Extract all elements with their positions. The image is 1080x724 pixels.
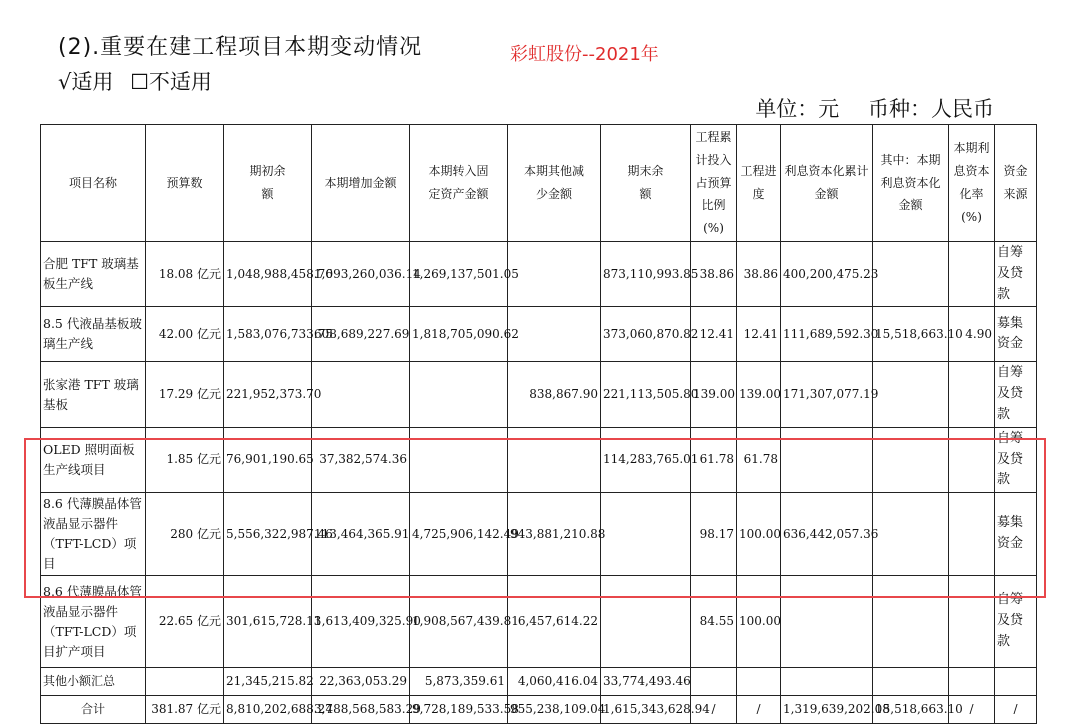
investment-ratio: /	[691, 696, 737, 724]
opening-balance: 8,810,202,688.27	[224, 696, 312, 724]
increase-amount: 37,382,574.36	[312, 427, 410, 492]
col-header: 利息资本化累计金额	[781, 125, 873, 242]
investment-ratio: 139.00	[691, 362, 737, 427]
project-name: OLED 照明面板生产线项目	[41, 427, 146, 492]
period-capitalized-interest	[873, 241, 949, 306]
closing-balance: 33,774,493.46	[601, 668, 691, 696]
construction-projects-table	[40, 124, 1037, 724]
closing-balance: 221,113,505.80	[601, 362, 691, 427]
investment-ratio: 38.86	[691, 241, 737, 306]
col-header: 工程进度	[737, 125, 781, 242]
transfer-fixed-assets	[410, 362, 508, 427]
project-name: 8.6 代薄膜晶体管液晶显示器件（TFT-LCD）项目扩产项目	[41, 576, 146, 668]
investment-ratio: 98.17	[691, 493, 737, 576]
other-decrease: 6,457,614.22	[508, 576, 601, 668]
transfer-fixed-assets: 5,873,359.61	[410, 668, 508, 696]
col-header: 工程累计投入占预算比例(%)	[691, 125, 737, 242]
opening-balance: 21,345,215.82	[224, 668, 312, 696]
other-decrease: 943,881,210.88	[508, 493, 601, 576]
budget: 22.65 亿元	[146, 576, 224, 668]
col-header: 期末余额	[601, 125, 691, 242]
col-header: 本期转入固定资产金额	[410, 125, 508, 242]
applicable-option: √适用	[58, 70, 114, 94]
opening-balance: 5,556,322,987.46	[224, 493, 312, 576]
table-row	[41, 241, 1037, 306]
col-header: 资金来源	[995, 125, 1037, 242]
fund-source: 募集资金	[995, 307, 1037, 362]
period-capitalized-interest: 15,518,663.10	[873, 696, 949, 724]
col-header: 其中：本期利息资本化金额	[873, 125, 949, 242]
increase-amount: 113,464,365.91	[312, 493, 410, 576]
other-decrease: 838,867.90	[508, 362, 601, 427]
progress: 100.00	[737, 493, 781, 576]
budget: 18.08 亿元	[146, 241, 224, 306]
progress: 61.78	[737, 427, 781, 492]
closing-balance: 373,060,870.82	[601, 307, 691, 362]
investment-ratio: 61.78	[691, 427, 737, 492]
increase-amount: 3,488,568,583.29	[312, 696, 410, 724]
other-decrease	[508, 307, 601, 362]
investment-ratio: 84.55	[691, 576, 737, 668]
transfer-fixed-assets: 1,908,567,439.81	[410, 576, 508, 668]
closing-balance: 1,615,343,628.94	[601, 696, 691, 724]
project-name: 张家港 TFT 玻璃基板	[41, 362, 146, 427]
transfer-fixed-assets: 4,725,906,142.49	[410, 493, 508, 576]
source-tag: 彩虹股份--2021年	[510, 44, 659, 65]
col-header: 本期其他减少金额	[508, 125, 601, 242]
capitalization-rate: /	[949, 696, 995, 724]
opening-balance: 221,952,373.70	[224, 362, 312, 427]
table-row	[41, 668, 1037, 696]
opening-balance: 1,048,988,458.76	[224, 241, 312, 306]
unit-line	[755, 93, 994, 123]
capitalized-interest: 636,442,057.36	[781, 493, 873, 576]
capitalization-rate: 4.90	[949, 307, 995, 362]
fund-source: 自筹及贷款	[995, 241, 1037, 306]
project-name: 合计	[41, 696, 146, 724]
opening-balance: 301,615,728.13	[224, 576, 312, 668]
capitalization-rate	[949, 241, 995, 306]
increase-amount: 608,689,227.69	[312, 307, 410, 362]
fund-source: 自筹及贷款	[995, 576, 1037, 668]
transfer-fixed-assets: 1,818,705,090.62	[410, 307, 508, 362]
currency-label: 币种：人民币	[868, 97, 994, 121]
applicability-options	[58, 66, 212, 96]
capitalized-interest: 400,200,475.23	[781, 241, 873, 306]
project-name: 其他小额汇总	[41, 668, 146, 696]
budget: 1.85 亿元	[146, 427, 224, 492]
project-name: 8.6 代薄膜晶体管液晶显示器件（TFT-LCD）项目	[41, 493, 146, 576]
budget: 381.87 亿元	[146, 696, 224, 724]
progress: 38.86	[737, 241, 781, 306]
table-row	[41, 307, 1037, 362]
total-row	[41, 696, 1037, 724]
highlight-box	[24, 438, 1046, 598]
fund-source: 自筹及贷款	[995, 427, 1037, 492]
fund-source	[995, 668, 1037, 696]
unit-label: 单位：元	[755, 97, 840, 121]
budget	[146, 668, 224, 696]
capitalized-interest: 171,307,077.19	[781, 362, 873, 427]
fund-source: /	[995, 696, 1037, 724]
header-row	[41, 125, 1037, 242]
closing-balance: 114,283,765.01	[601, 427, 691, 492]
budget: 17.29 亿元	[146, 362, 224, 427]
capitalization-rate	[949, 668, 995, 696]
increase-amount: 1,093,260,036.14	[312, 241, 410, 306]
transfer-fixed-assets: 1,269,137,501.05	[410, 241, 508, 306]
fund-source: 自筹及贷款	[995, 362, 1037, 427]
col-header: 本期利息资本化率(%)	[949, 125, 995, 242]
budget: 42.00 亿元	[146, 307, 224, 362]
progress: 12.41	[737, 307, 781, 362]
project-name: 8.5 代液晶基板玻璃生产线	[41, 307, 146, 362]
other-decrease: 955,238,109.04	[508, 696, 601, 724]
period-capitalized-interest	[873, 668, 949, 696]
col-header: 项目名称	[41, 125, 146, 242]
progress	[737, 668, 781, 696]
col-header: 本期增加金额	[312, 125, 410, 242]
period-capitalized-interest: 15,518,663.10	[873, 307, 949, 362]
table-row	[41, 362, 1037, 427]
investment-ratio	[691, 668, 737, 696]
increase-amount	[312, 362, 410, 427]
project-name: 合肥 TFT 玻璃基板生产线	[41, 241, 146, 306]
transfer-fixed-assets: 9,728,189,533.58	[410, 696, 508, 724]
period-capitalized-interest	[873, 362, 949, 427]
progress: /	[737, 696, 781, 724]
capitalized-interest: 111,689,592.30	[781, 307, 873, 362]
capitalization-rate	[949, 362, 995, 427]
other-decrease: 4,060,416.04	[508, 668, 601, 696]
closing-balance: 873,110,993.85	[601, 241, 691, 306]
fund-source: 募集资金	[995, 493, 1037, 576]
budget: 280 亿元	[146, 493, 224, 576]
col-header: 期初余额	[224, 125, 312, 242]
progress: 100.00	[737, 576, 781, 668]
increase-amount: 1,613,409,325.90	[312, 576, 410, 668]
opening-balance: 1,583,076,733.75	[224, 307, 312, 362]
col-header: 预算数	[146, 125, 224, 242]
progress: 139.00	[737, 362, 781, 427]
investment-ratio: 12.41	[691, 307, 737, 362]
other-decrease	[508, 241, 601, 306]
opening-balance: 76,901,190.65	[224, 427, 312, 492]
increase-amount: 22,363,053.29	[312, 668, 410, 696]
section-heading: (2).重要在建工程项目本期变动情况	[58, 35, 423, 60]
capitalized-interest: 1,319,639,202.08	[781, 696, 873, 724]
capitalized-interest	[781, 668, 873, 696]
not-applicable-option: ☐不适用	[130, 70, 212, 94]
